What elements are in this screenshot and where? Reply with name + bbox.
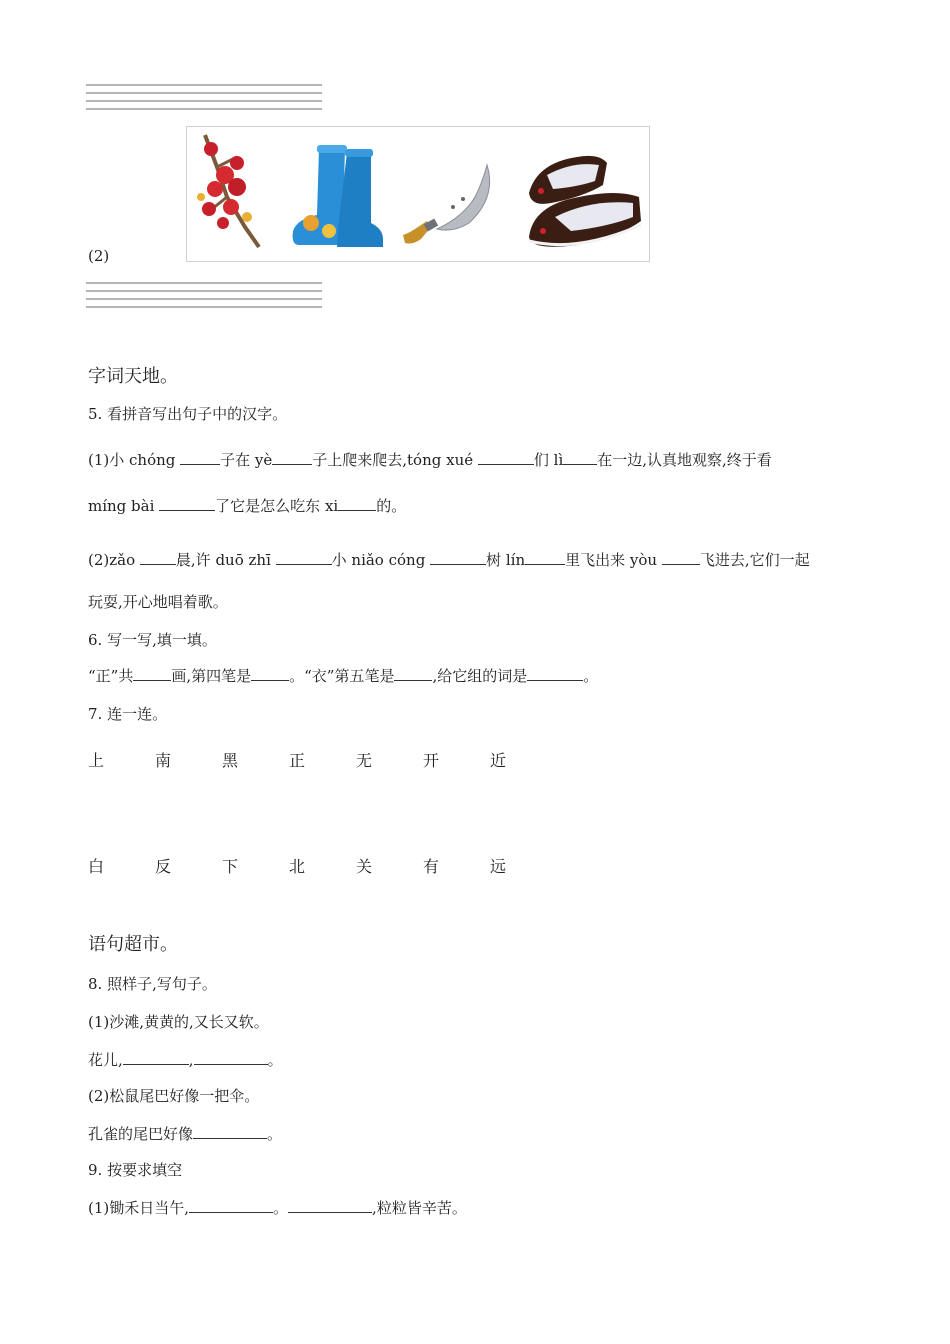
answer-blank[interactable] <box>140 550 176 565</box>
match-top-char[interactable]: 开 <box>423 751 440 770</box>
answer-blank[interactable] <box>272 450 312 465</box>
answer-blank[interactable] <box>430 550 486 565</box>
sickle-picture <box>403 165 490 244</box>
q5-line-1a: (1)小 chóng 子在 yè 子上爬来爬去,tóng xué 们 lì 在一边,认真地观察,终于看 <box>88 451 772 469</box>
section-heading-words: 字词天地。 <box>88 366 178 387</box>
q8-example-1: (1)沙滩,黄黄的,又长又软。 <box>88 1013 269 1031</box>
answer-blank[interactable] <box>527 666 583 681</box>
question-2-label: (2) <box>88 247 110 265</box>
match-top-char[interactable]: 黑 <box>222 751 239 770</box>
answer-blank[interactable] <box>662 550 700 565</box>
answer-blank[interactable] <box>189 1198 273 1213</box>
writing-lines-2 <box>86 282 322 314</box>
q5-line-1b: míng bài 了它是怎么吃东 xi 的。 <box>88 497 407 515</box>
match-bottom-char[interactable]: 反 <box>155 857 172 876</box>
match-top-char[interactable]: 无 <box>356 751 373 770</box>
writing-lines-1 <box>86 84 322 116</box>
answer-blank[interactable] <box>194 1050 268 1065</box>
q7-title: 7. 连一连。 <box>88 705 168 723</box>
answer-blank[interactable] <box>180 450 220 465</box>
section-heading-sentences: 语句超市。 <box>88 934 178 955</box>
q8-answer-1: 花儿, , 。 <box>88 1051 283 1069</box>
match-top-char[interactable]: 近 <box>490 751 507 770</box>
match-bottom-char[interactable]: 白 <box>88 857 105 876</box>
answer-blank[interactable] <box>159 496 215 511</box>
answer-blank[interactable] <box>525 550 565 565</box>
answer-blank[interactable] <box>193 1124 267 1139</box>
q8-answer-2: 孔雀的尾巴好像 。 <box>88 1125 283 1143</box>
rain-boots-picture <box>293 145 383 247</box>
plum-blossom-picture <box>197 135 259 247</box>
answer-blank[interactable] <box>123 1050 189 1065</box>
match-top-char[interactable]: 上 <box>88 751 105 770</box>
q8-title: 8. 照样子,写句子。 <box>88 975 217 993</box>
match-top-char[interactable]: 南 <box>155 751 172 770</box>
q9-line-1: (1)锄禾日当午, 。 ,粒粒皆辛苦。 <box>88 1199 467 1217</box>
answer-blank[interactable] <box>394 666 432 681</box>
match-bottom-char[interactable]: 下 <box>222 857 239 876</box>
q5-line-2b: 玩耍,开心地唱着歌。 <box>88 593 228 611</box>
match-bottom-char[interactable]: 北 <box>289 857 306 876</box>
cloth-shoes-picture <box>529 156 641 247</box>
answer-blank[interactable] <box>478 450 534 465</box>
match-bottom-char[interactable]: 远 <box>490 857 507 876</box>
q5-title: 5. 看拼音写出句子中的汉字。 <box>88 405 288 423</box>
answer-blank[interactable] <box>133 666 171 681</box>
answer-blank[interactable] <box>276 550 332 565</box>
answer-blank[interactable] <box>338 496 376 511</box>
match-top-char[interactable]: 正 <box>289 751 306 770</box>
q8-example-2: (2)松鼠尾巴好像一把伞。 <box>88 1087 260 1105</box>
answer-blank[interactable] <box>288 1198 372 1213</box>
answer-blank[interactable] <box>251 666 289 681</box>
picture-strip <box>186 126 650 262</box>
q6-title: 6. 写一写,填一填。 <box>88 631 217 649</box>
q9-title: 9. 按要求填空 <box>88 1161 183 1179</box>
match-bottom-char[interactable]: 有 <box>423 857 440 876</box>
match-bottom-char[interactable]: 关 <box>356 857 373 876</box>
answer-blank[interactable] <box>563 450 597 465</box>
q5-line-2a: (2)zǎo 晨,许 duō zhī 小 niǎo cóng 树 lín 里飞出来 yòu 飞进去,它们一起 <box>88 551 810 569</box>
q6-line: “正”共 画,第四笔是 。“衣”第五笔是 ,给它组的词是 。 <box>88 667 599 685</box>
